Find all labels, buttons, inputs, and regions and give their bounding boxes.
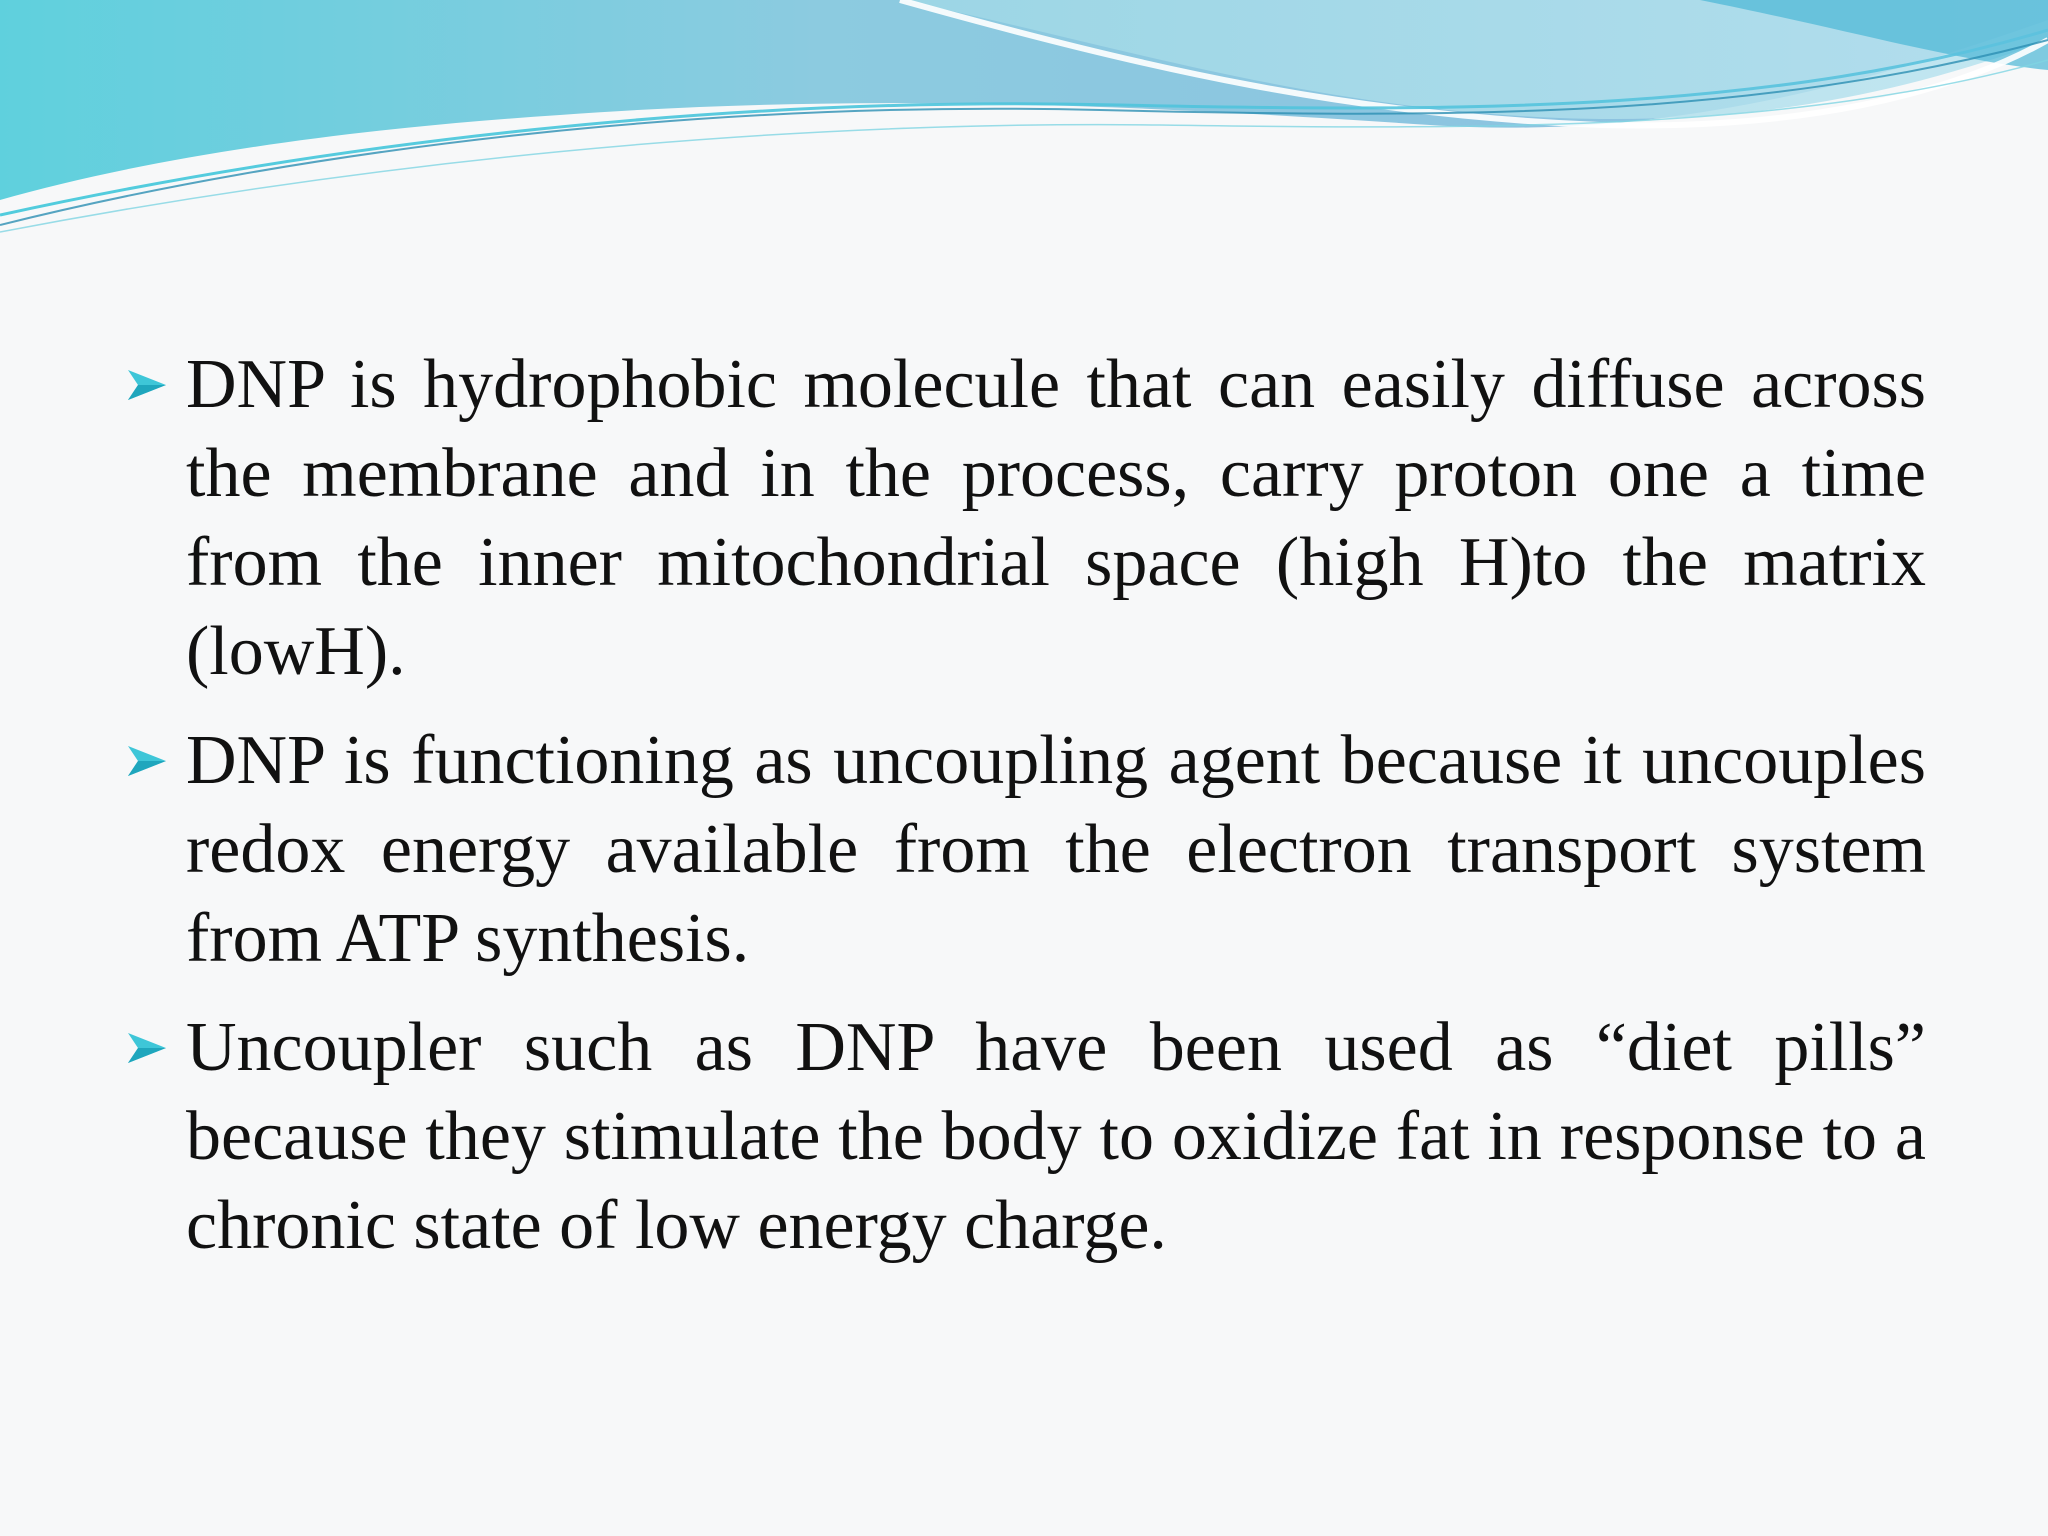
bullet-text: DNP is hydrophobic molecule that can easily diffuse across the membrane and in the process, carry proton one a time from the inner mitochondrial space (high H)to the matrix (lowH). bbox=[186, 346, 1926, 690]
bullet-item bbox=[126, 1003, 1926, 1270]
arrow-right-bullet-icon bbox=[126, 1031, 168, 1065]
arrow-right-bullet-icon bbox=[126, 368, 168, 402]
bullet-text: DNP is functioning as uncoupling agent because it uncouples redox energy available from the electron transport system from ATP synthesis. bbox=[186, 722, 1926, 977]
bullet-item bbox=[126, 340, 1926, 696]
wave-header-decoration bbox=[0, 0, 2048, 240]
bullet-text: Uncoupler such as DNP have been used as “diet pills” because they stimulate the body to oxidize fat in response to a chronic state of low energy charge. bbox=[186, 1009, 1926, 1264]
arrow-right-bullet-icon bbox=[126, 744, 168, 778]
bullet-item bbox=[126, 716, 1926, 983]
bullet-list bbox=[126, 340, 1926, 1290]
